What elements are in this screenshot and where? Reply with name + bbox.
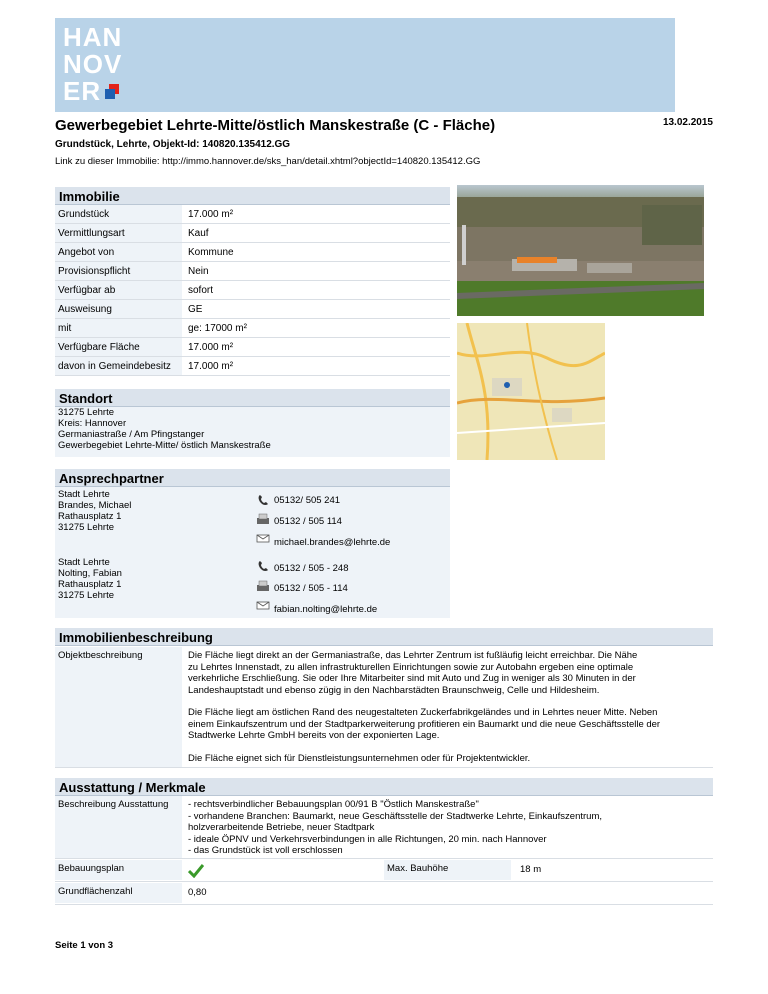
section-beschreibung-heading: Immobilienbeschreibung — [55, 628, 713, 646]
page-number: Seite 1 von 3 — [55, 940, 114, 951]
table-row: Verfügbar ab sofort — [55, 281, 450, 300]
divider — [55, 767, 713, 768]
section-ansprechpartner-heading: Ansprechpartner — [55, 469, 450, 487]
page-title: Gewerbegebiet Lehrte-Mitte/östlich Manskestraße (C - Fläche) — [55, 117, 496, 134]
contact-address: Stadt Lehrte Brandes, Michael Rathausplatz 1 31275 Lehrte — [58, 489, 132, 533]
location-map[interactable] — [457, 323, 605, 460]
table-row: Angebot von Kommune — [55, 243, 450, 262]
check-icon — [188, 864, 204, 878]
page-subtitle: Grundstück, Lehrte, Objekt-Id: 140820.135412.GG — [55, 139, 291, 150]
ausstattung-label: Beschreibung Ausstattung — [55, 796, 182, 858]
email-icon — [256, 532, 270, 544]
table-row: Verfügbare Fläche 17.000 m² — [55, 338, 450, 357]
max-bauhoehe-value: 18 m — [520, 864, 542, 875]
table-row: davon in Gemeindebesitz 17.000 m² — [55, 357, 450, 376]
header-banner — [55, 18, 675, 112]
phone-icon — [256, 494, 270, 506]
table-row: mit ge: 17000 m² — [55, 319, 450, 338]
divider — [55, 881, 713, 882]
phone-icon — [256, 560, 270, 572]
section-immobilie-heading: Immobilie — [55, 187, 450, 205]
aerial-photo — [457, 185, 704, 316]
property-link[interactable]: Link zu dieser Immobilie: http://immo.hannover.de/sks_han/detail.xhtml?objectId=140820.135412.GG — [55, 156, 481, 167]
ausstattung-text: - rechtsverbindlicher Bebauungsplan 00/91 B "Östlich Manskestraße" - vorhandene Branchen: Baumarkt, neue Geschäftsstelle der Stadtwerke Lehrte, Einkaufszentrum, holzverarbeitende Betriebe, neuer Stadtpark - ideale ÖPNV und Verkehrsverbindungen in alle Richtungen, 20 min. nach Hannover - das Grundstück ist voll erschlossen — [188, 799, 603, 856]
table-row: Provisionspflicht Nein — [55, 262, 450, 281]
contacts-panel — [55, 487, 450, 618]
contact-email[interactable]: michael.brandes@lehrte.de — [274, 537, 391, 548]
logo-mark-icon — [105, 84, 119, 98]
divider — [55, 858, 713, 859]
contact-fax: 05132 / 505 114 — [274, 516, 342, 527]
fax-icon — [256, 580, 270, 592]
divider — [55, 904, 713, 905]
section-standort-heading: Standort — [55, 389, 450, 407]
contact-address: Stadt Lehrte Nolting, Fabian Rathausplatz 1 31275 Lehrte — [58, 557, 122, 601]
hannover-logo — [63, 24, 125, 106]
email-icon — [256, 599, 270, 611]
contact-phone[interactable]: 05132 / 505 - 248 — [274, 563, 349, 574]
max-bauhoehe-label: Max. Bauhöhe — [384, 860, 511, 880]
table-row: Vermittlungsart Kauf — [55, 224, 450, 243]
table-row: Ausweisung GE — [55, 300, 450, 319]
contact-phone[interactable]: 05132/ 505 241 — [274, 495, 341, 506]
table-row: Grundstück 17.000 m² — [55, 205, 450, 224]
bebauungsplan-label: Bebauungsplan — [55, 860, 182, 880]
objektbeschreibung-text: Die Fläche liegt direkt an der Germaniastraße, das Lehrter Zentrum ist fußläufig leicht erreichbar. Die Nähe zu Lehrtes Innenstadt, zu allen infrastrukturellen Einrichtungen sowie zur Autobahn ergeben eine optimale verkehrliche Erschließung. Sie oder Ihre Mitarbeiter sind mit Auto und Zug in weniger als 30 Minuten in der Landeshauptstadt und ebenso zügig in den Nachbarstädten Braunschweig, Celle und Hildesheim. Die Fläche liegt am östlichen Rand des neugestalteten Zuckerfabrikgeländes und in Lehrtes neuer Mitte. Neben einem Einkaufszentrum und der Stadtparkerweiterung profitieren ein Baumarkt und die neue Geschäftsstelle der Stadtwerke Lehrte GmbH bereits von der exponierten Lage. Die Fläche eignet sich für Dienstleistungsunternehmen oder für Projektentwickler. — [188, 650, 661, 764]
logo-text: HAN NOV ER — [63, 22, 123, 106]
grundflaechenzahl-label: Grundflächenzahl — [55, 883, 182, 903]
contact-fax: 05132 / 505 - 114 — [274, 583, 348, 594]
fax-icon — [256, 513, 270, 525]
document-date: 13.02.2015 — [662, 117, 713, 128]
objektbeschreibung-label: Objektbeschreibung — [55, 647, 182, 767]
section-ausstattung-heading: Ausstattung / Merkmale — [55, 778, 713, 796]
grundflaechenzahl-value: 0,80 — [188, 887, 207, 898]
standort-address: 31275 Lehrte Kreis: Hannover Germaniastraße / Am Pfingstanger Gewerbegebiet Lehrte-Mitte/ östlich Manskestraße — [55, 407, 450, 457]
contact-email[interactable]: fabian.nolting@lehrte.de — [274, 604, 378, 615]
